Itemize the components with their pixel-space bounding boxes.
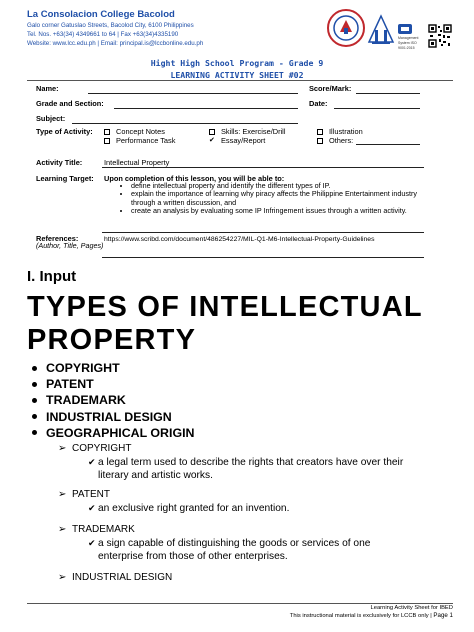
ip-type-label: COPYRIGHT [46, 361, 120, 375]
activity-title-value: Intellectual Property [104, 158, 170, 167]
learning-target-list [117, 182, 437, 216]
grade-section-label: Grade and Section: [36, 99, 104, 108]
learning-target-label: Learning Target: [36, 174, 94, 183]
school-header [27, 9, 317, 48]
definition-term [58, 524, 135, 535]
bullet-icon [32, 398, 37, 403]
option-illustration[interactable] [317, 127, 363, 136]
subject-field[interactable] [72, 123, 298, 124]
ip-type-label: PATENT [46, 377, 94, 392]
name-label: Name: [36, 84, 59, 93]
term-label: INDUSTRIAL DESIGN [72, 572, 173, 583]
checkmark-icon: ✔ [88, 457, 96, 467]
score-field[interactable] [356, 93, 420, 94]
cert-text: Management System ISO 9001:2015 [398, 36, 419, 50]
subject-label: Subject: [36, 114, 66, 123]
list-item [28, 392, 194, 408]
definition-text [88, 537, 448, 563]
definition-text [88, 456, 448, 482]
date-label: Date: [309, 99, 328, 108]
footer-title: Learning Activity Sheet for IBED [370, 605, 453, 611]
list-item [28, 409, 194, 425]
checkmark-icon[interactable]: ✔ [209, 136, 215, 144]
term-label: COPYRIGHT [72, 443, 132, 454]
sheet-title: LEARNING ACTIVITY SHEET #02 [170, 70, 304, 80]
activity-title-underline [102, 167, 424, 168]
others-field[interactable] [356, 144, 420, 145]
definition-line: a sign capable of distinguishing the goods or services of one [98, 538, 371, 549]
definition-line: enterprise from those of other enterprises. [98, 551, 288, 562]
date-field[interactable] [334, 108, 420, 109]
arrow-bullet-icon: ➢ [58, 572, 67, 583]
header-divider [27, 80, 453, 81]
option-label: Others: [329, 136, 354, 145]
school-website: Website: www.lcc.edu.ph | Email: principal.is@lccbonline.edu.ph [27, 40, 204, 47]
option-label: Performance Task [116, 136, 176, 145]
checkmark-icon: ✔ [88, 538, 96, 548]
checkbox[interactable] [209, 129, 215, 135]
definition-term [58, 489, 110, 500]
learning-target-item: • create an analysis by evaluating some IP Infringement issues through a written activity. [131, 207, 437, 215]
name-field[interactable] [88, 93, 298, 94]
grade-section-field[interactable] [114, 108, 298, 109]
footer-disclaimer: This instructional material is exclusively for LCCB only | [289, 613, 434, 619]
list-item [28, 376, 194, 392]
learning-target-item: • explain the importance of learning why piracy affects the Philippine Entertainment industry through a written discussion, and [131, 190, 437, 207]
term-label: TRADEMARK [72, 524, 135, 535]
school-seal-logo [326, 8, 366, 48]
pillars-logo [366, 12, 396, 46]
option-concept-notes[interactable] [104, 127, 165, 136]
learning-target-intro: Upon completion of this lesson, you will be able to: [104, 174, 285, 183]
definition-line: a legal term used to describe the rights that creators have over their [98, 457, 404, 468]
main-title: TYPES OF INTELLECTUAL PROPERTY [27, 291, 423, 356]
bullet-icon [32, 414, 37, 419]
checkbox[interactable] [104, 129, 110, 135]
option-label: Essay/Report [221, 136, 266, 145]
school-name: La Consolacion College Bacolod [27, 9, 175, 20]
activity-type-label: Type of Activity: [36, 127, 93, 136]
definition-term [58, 572, 172, 583]
iso-certification-badge [398, 24, 428, 50]
definition-line: literary and artistic works. [98, 470, 213, 481]
option-skills-exercise-drill[interactable] [209, 127, 285, 136]
score-label: Score/Mark: [309, 84, 352, 93]
checkmark-icon: ✔ [88, 503, 96, 513]
ip-type-label: INDUSTRIAL DESIGN [46, 409, 172, 424]
checkbox[interactable] [317, 129, 323, 135]
option-label: Illustration [329, 127, 363, 136]
arrow-bullet-icon: ➢ [58, 489, 67, 500]
bullet-icon [32, 366, 37, 371]
footer-divider [27, 603, 453, 604]
program-title: Hight High School Program - Grade 9 [150, 58, 324, 68]
footer-note [290, 612, 453, 619]
tuv-logo-icon [398, 24, 412, 34]
bullet-icon [32, 430, 37, 435]
learning-target-item: • define intellectual property and identify the different types of IP. [131, 182, 437, 190]
option-label: Concept Notes [116, 127, 165, 136]
ip-types-list [28, 360, 194, 441]
definition-text [88, 502, 448, 515]
bullet-icon [32, 382, 37, 387]
option-essay-report[interactable] [209, 136, 265, 145]
arrow-bullet-icon: ➢ [58, 443, 67, 454]
ip-type-label: TRADEMARK [46, 393, 126, 408]
definition-term [58, 443, 131, 454]
references-sublabel: (Author, Title, Pages) [36, 241, 104, 250]
references-value: https://www.scribd.com/document/486254227/MIL-Q1-M6-Intellectual-Property-Guidelines [102, 232, 424, 258]
section-heading: I. Input [27, 268, 77, 285]
list-item [28, 425, 194, 441]
option-label: Skills: Exercise/Drill [221, 127, 286, 136]
ip-type-label: GEOGRAPHICAL ORIGIN [46, 425, 195, 440]
activity-title-label: Activity Title: [36, 158, 83, 167]
checkbox[interactable] [104, 138, 110, 144]
qr-code-icon [428, 24, 452, 48]
option-performance-task[interactable] [104, 136, 175, 145]
term-label: PATENT [72, 489, 110, 500]
definition-line: an exclusive right granted for an invention. [98, 503, 290, 514]
arrow-bullet-icon: ➢ [58, 524, 67, 535]
school-phone: Tel. Nos. +63(34) 4349661 to 64 | Fax +63(34)4335190 [27, 31, 179, 38]
school-address: Galo corner Gatuslao Streets, Bacolod City, 6100 Philippines [27, 22, 194, 29]
option-others[interactable] [317, 136, 353, 145]
list-item [28, 360, 194, 376]
references-label: References: [36, 234, 79, 243]
page-number: Page 1 [433, 612, 453, 619]
checkbox[interactable] [317, 138, 323, 144]
